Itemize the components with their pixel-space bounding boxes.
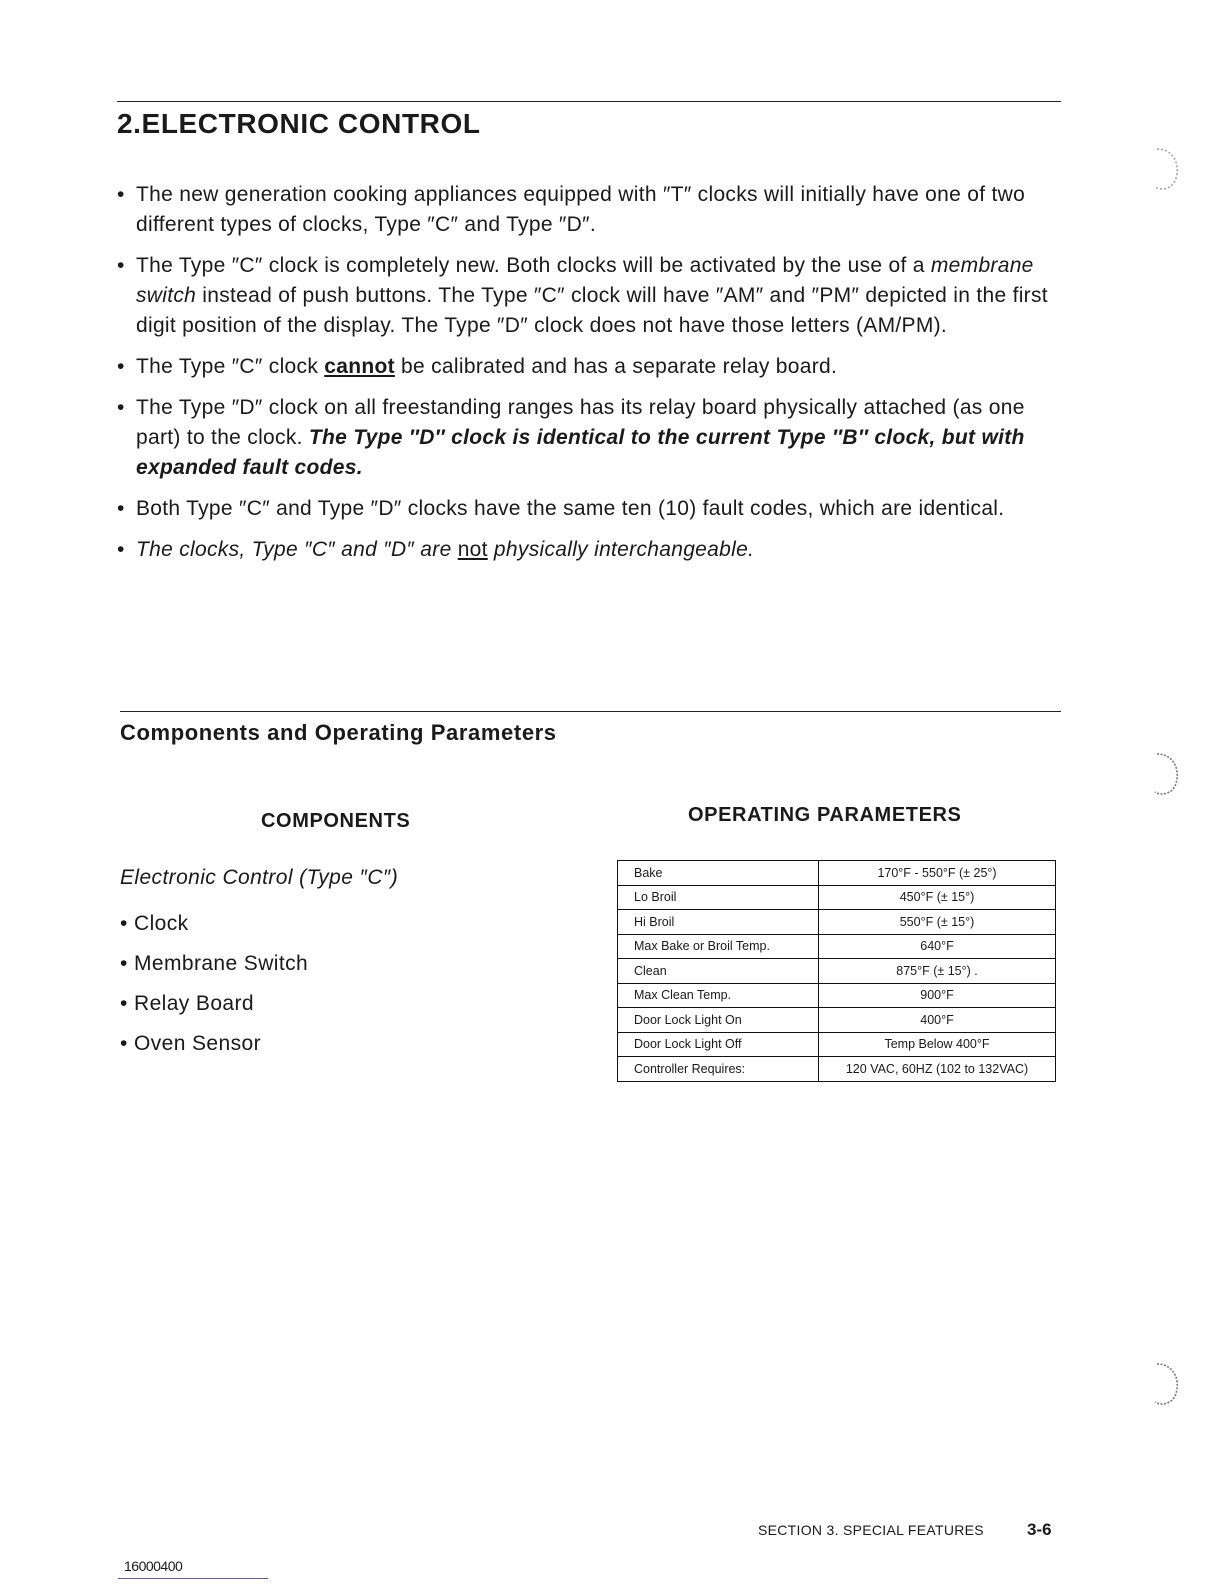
components-list	[120, 904, 308, 1064]
component-item: • Relay Board	[120, 984, 308, 1024]
operating-parameters-table	[617, 860, 1056, 1082]
bullet-text-segment: physically interchangeable.	[487, 538, 755, 561]
punch-hole-mark-top	[1135, 145, 1183, 193]
components-section-heading: Components and Operating Parameters	[120, 720, 557, 745]
parameter-name: Lo Broil	[618, 885, 819, 910]
component-item: • Oven Sensor	[120, 1024, 308, 1064]
parameter-row	[618, 885, 1056, 910]
footer-section-label: SECTION 3. SPECIAL FEATURES	[758, 1522, 984, 1538]
bullet-text-segment: Both Type ″C″ and Type ″D″ clocks have the same ten (10) fault codes, which are identical.	[136, 497, 1005, 520]
feature-bullet	[117, 180, 1057, 240]
parameter-name: Door Lock Light On	[618, 1008, 819, 1033]
parameter-name: Bake	[618, 861, 819, 886]
bullet-text-segment: The new generation cooking appliances equipped with ″T″ clocks will initially have one of two different types of clocks, Type ″C″ and Type ″D″.	[136, 183, 1026, 236]
bullet-text-segment: The Type ″D″ clock on all freestanding ranges has its relay board physically attached (as one part) to the clock.	[136, 396, 1025, 449]
component-group-title: Electronic Control (Type ″C″)	[120, 866, 399, 889]
components-column-heading: COMPONENTS	[261, 810, 411, 832]
parameter-row	[618, 861, 1056, 886]
parameter-row	[618, 983, 1056, 1008]
parameter-row	[618, 910, 1056, 935]
feature-bullet-list	[117, 180, 1057, 576]
components-rule	[120, 711, 1061, 712]
bullet-text-segment: The clocks, Type ″C″ and ″D″ are	[136, 538, 458, 561]
parameter-name: Controller Requires:	[618, 1057, 819, 1082]
page-number: 3-6	[1027, 1520, 1052, 1539]
feature-bullet	[117, 535, 1057, 565]
feature-bullet	[117, 393, 1057, 483]
bullet-text-segment: be calibrated and has a separate relay board.	[394, 355, 838, 378]
parameter-value: 640°F	[819, 934, 1056, 959]
footer-doc-number: 16000400	[124, 1558, 183, 1574]
bullet-text-segment: instead of push buttons. The Type ″C″ clock will have ″AM″ and ″PM″ depicted in the first digit position of the display. The Type ″D″ clock does not have those letters (AM/PM).	[136, 284, 1048, 337]
punch-hole-mark-middle	[1135, 750, 1183, 798]
feature-bullet	[117, 251, 1057, 341]
parameter-value: 400°F	[819, 1008, 1056, 1033]
top-rule	[117, 101, 1061, 102]
bullet-text-segment: cannot	[324, 355, 395, 378]
feature-bullet	[117, 352, 1057, 382]
bullet-text-segment: membrane switch	[136, 254, 1034, 307]
parameters-column-heading: OPERATING PARAMETERS	[688, 804, 962, 826]
parameter-row	[618, 1032, 1056, 1057]
parameter-value: 900°F	[819, 983, 1056, 1008]
parameter-value: 450°F (± 15°)	[819, 885, 1056, 910]
punch-hole-mark-bottom	[1135, 1360, 1183, 1408]
parameter-row	[618, 1057, 1056, 1082]
feature-bullet	[117, 494, 1057, 524]
parameter-value: Temp Below 400°F	[819, 1032, 1056, 1057]
parameter-name: Max Bake or Broil Temp.	[618, 934, 819, 959]
bullet-text-segment: The Type ″C″ clock is completely new. Both clocks will be activated by the use of a	[136, 254, 931, 277]
component-item: • Membrane Switch	[120, 944, 308, 984]
bullet-text-segment: The Type ″C″ clock	[136, 355, 325, 378]
parameter-value: 120 VAC, 60HZ (102 to 132VAC)	[819, 1057, 1056, 1082]
parameter-name: Door Lock Light Off	[618, 1032, 819, 1057]
parameter-name: Max Clean Temp.	[618, 983, 819, 1008]
parameter-name: Hi Broil	[618, 910, 819, 935]
parameter-row	[618, 934, 1056, 959]
footer-doc-underline	[118, 1578, 268, 1579]
parameter-row	[618, 959, 1056, 984]
parameter-name: Clean	[618, 959, 819, 984]
section-heading: 2.ELECTRONIC CONTROL	[117, 108, 481, 139]
parameter-value: 550°F (± 15°)	[819, 910, 1056, 935]
bullet-text-segment: The Type ″D″ clock is identical to the current Type ″B″ clock, but with expanded fault codes.	[136, 426, 1025, 479]
parameter-value: 170°F - 550°F (± 25°)	[819, 861, 1056, 886]
bullet-text-segment: not	[457, 538, 488, 561]
parameter-value: 875°F (± 15°) .	[819, 959, 1056, 984]
component-item: • Clock	[120, 904, 308, 944]
parameter-row	[618, 1008, 1056, 1033]
